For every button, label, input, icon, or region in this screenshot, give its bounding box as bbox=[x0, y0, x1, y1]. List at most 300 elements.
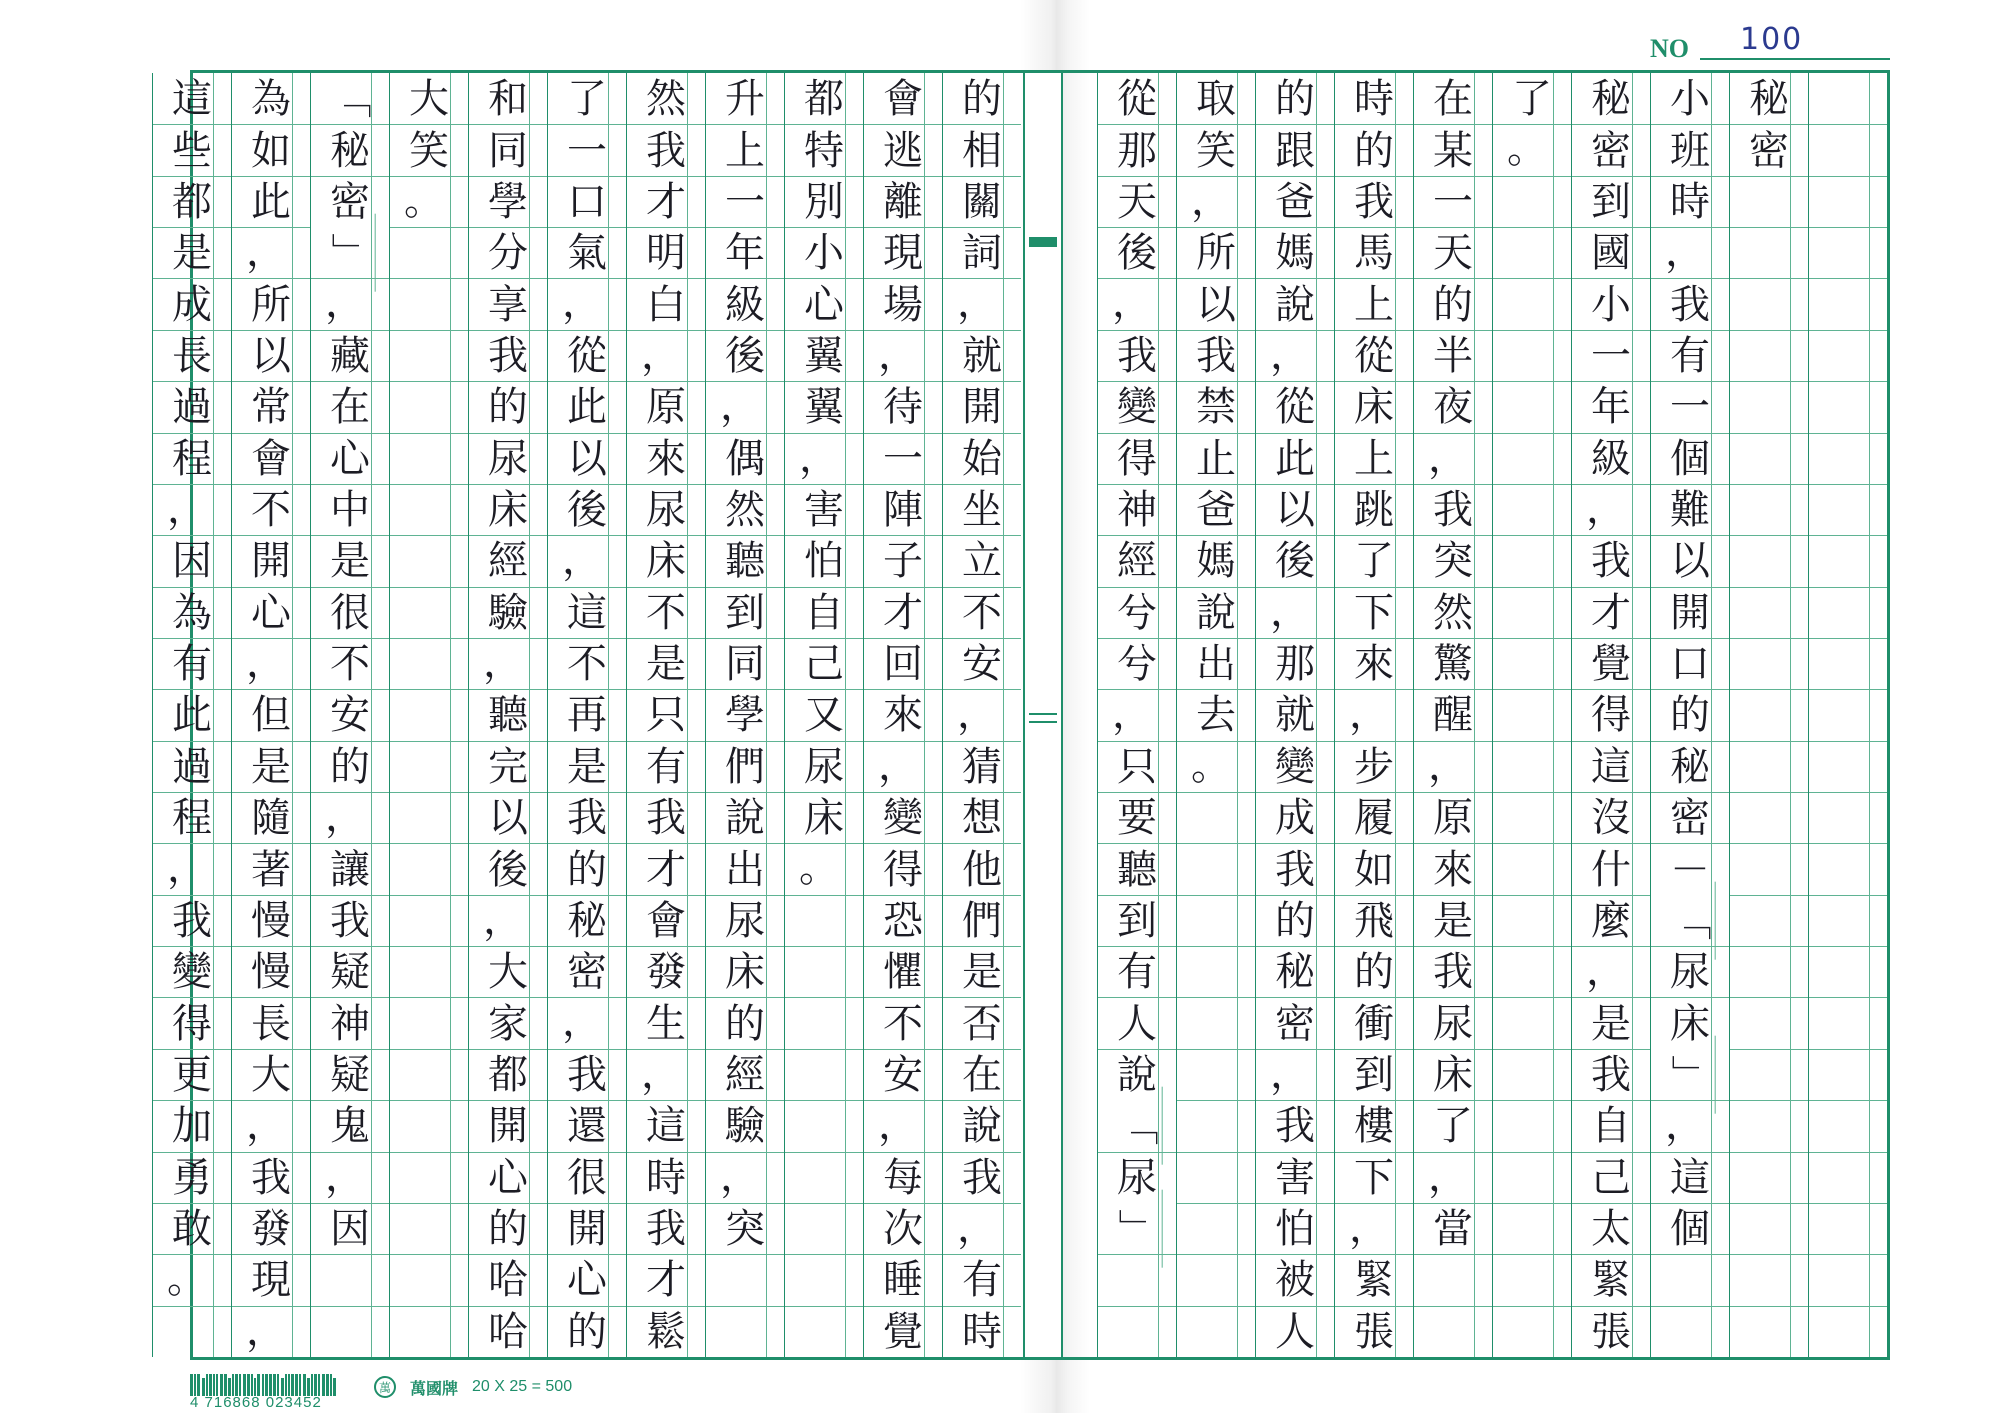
manuscript-cell: 己 bbox=[785, 638, 863, 689]
manuscript-cell: ， bbox=[232, 1306, 310, 1357]
manuscript-cell: 「 bbox=[1664, 881, 1715, 959]
manuscript-cell: 睡 bbox=[864, 1254, 942, 1305]
manuscript-cell: 很 bbox=[311, 587, 389, 638]
manuscript-cell: 人 bbox=[1256, 1306, 1334, 1357]
manuscript-cell: 這 bbox=[627, 1100, 705, 1151]
manuscript-cell: ， bbox=[1177, 176, 1255, 227]
brand-logo-icon: 萬 bbox=[374, 1376, 396, 1398]
manuscript-column bbox=[1334, 73, 1413, 1357]
manuscript-cell: ， bbox=[864, 330, 942, 381]
manuscript-cell: 一 bbox=[864, 433, 942, 484]
manuscript-cell: 個 bbox=[1651, 433, 1729, 484]
manuscript-cell: 是 bbox=[153, 227, 231, 278]
manuscript-cell: 原 bbox=[627, 381, 705, 432]
manuscript-cell: 心 bbox=[785, 278, 863, 329]
ruby-column-divider bbox=[1158, 73, 1176, 1357]
manuscript-cell: 長 bbox=[232, 997, 310, 1048]
manuscript-cell: 密 bbox=[1572, 124, 1650, 175]
barcode-number: 4 716868 023452 bbox=[190, 1394, 322, 1411]
manuscript-cell: 的 bbox=[469, 381, 547, 432]
manuscript-cell: 再 bbox=[548, 689, 626, 740]
ruby-column-divider bbox=[292, 73, 310, 1357]
barcode-bar bbox=[333, 1378, 336, 1396]
manuscript-cell: ， bbox=[864, 1100, 942, 1151]
manuscript-cell: 氣 bbox=[548, 227, 626, 278]
manuscript-cell: ， bbox=[153, 843, 231, 894]
manuscript-cell: 經 bbox=[706, 1049, 784, 1100]
manuscript-cell: 要 bbox=[1098, 792, 1176, 843]
manuscript-cell: 都 bbox=[153, 176, 231, 227]
manuscript-cell: 是 bbox=[627, 638, 705, 689]
manuscript-cell: 什 bbox=[1572, 843, 1650, 894]
manuscript-cell: 神 bbox=[311, 997, 389, 1048]
manuscript-cell: 會 bbox=[232, 433, 310, 484]
manuscript-cell: 我 bbox=[1572, 535, 1650, 586]
manuscript-cell: 一 bbox=[548, 124, 626, 175]
manuscript-cell: 太 bbox=[1572, 1203, 1650, 1254]
manuscript-cell: 到 bbox=[1098, 895, 1176, 946]
manuscript-cell: 一 bbox=[1651, 381, 1729, 432]
manuscript-cell: 翼 bbox=[785, 381, 863, 432]
barcode-bar bbox=[318, 1374, 320, 1396]
manuscript-cell: 驚 bbox=[1414, 638, 1492, 689]
manuscript-cell: 同 bbox=[469, 124, 547, 175]
manuscript-cell: 鬆 bbox=[627, 1306, 705, 1357]
manuscript-cell: 我 bbox=[1414, 484, 1492, 535]
ruby-column-divider bbox=[529, 73, 547, 1357]
manuscript-cell: 怕 bbox=[785, 535, 863, 586]
manuscript-cell: 是 bbox=[1572, 997, 1650, 1048]
manuscript-cell: 我 bbox=[232, 1152, 310, 1203]
manuscript-cell: 讓 bbox=[311, 843, 389, 894]
manuscript-cell: 我 bbox=[548, 1049, 626, 1100]
manuscript-cell: 小 bbox=[1572, 278, 1650, 329]
manuscript-cell: 天 bbox=[1414, 227, 1492, 278]
manuscript-cell: 張 bbox=[1572, 1306, 1650, 1357]
manuscript-cell: 和 bbox=[488, 75, 528, 122]
manuscript-cell: 來 bbox=[627, 433, 705, 484]
paper-spec: 20 X 25 = 500 bbox=[472, 1378, 573, 1395]
manuscript-cell: 笑 bbox=[390, 124, 468, 175]
manuscript-cell: 都 bbox=[804, 75, 844, 122]
manuscript-cell: ， bbox=[311, 1152, 389, 1203]
manuscript-cell: 從 bbox=[1117, 75, 1157, 122]
ruby-column-divider bbox=[1003, 73, 1021, 1357]
manuscript-cell: 半 bbox=[1414, 330, 1492, 381]
barcode-bar bbox=[322, 1374, 325, 1396]
manuscript-cell: 說 bbox=[1098, 1049, 1176, 1100]
manuscript-cell: 然 bbox=[646, 75, 686, 122]
manuscript-cell: ， bbox=[311, 792, 389, 843]
manuscript-cell: ， bbox=[706, 1152, 784, 1203]
manuscript-cell: 的 bbox=[1414, 278, 1492, 329]
manuscript-cell: 的 bbox=[548, 843, 626, 894]
manuscript-cell: 說 bbox=[1256, 278, 1334, 329]
manuscript-cell: ， bbox=[232, 638, 310, 689]
barcode-bar bbox=[209, 1374, 212, 1396]
ruby-column-divider bbox=[1869, 73, 1887, 1357]
manuscript-cell: ， bbox=[1098, 278, 1176, 329]
manuscript-cell: 驗 bbox=[469, 587, 547, 638]
manuscript-cell: 會 bbox=[627, 895, 705, 946]
manuscript-cell: 「 bbox=[327, 78, 374, 119]
manuscript-cell: 完 bbox=[469, 741, 547, 792]
manuscript-cell: 來 bbox=[864, 689, 942, 740]
manuscript-cell: 那 bbox=[1098, 124, 1176, 175]
manuscript-cell: 時 bbox=[1354, 75, 1394, 122]
manuscript-column bbox=[547, 73, 626, 1357]
ruby-column-divider bbox=[371, 73, 389, 1357]
manuscript-column bbox=[942, 73, 1021, 1357]
manuscript-cell: 密 bbox=[1651, 792, 1729, 843]
manuscript-cell: 生 bbox=[627, 997, 705, 1048]
manuscript-cell: 有 bbox=[627, 741, 705, 792]
manuscript-cell: 小 bbox=[1670, 75, 1710, 122]
manuscript-cell: 小 bbox=[785, 227, 863, 278]
manuscript-cell: 如 bbox=[1335, 843, 1413, 894]
manuscript-column bbox=[626, 73, 705, 1357]
barcode-bar bbox=[277, 1374, 279, 1396]
manuscript-cell: ， bbox=[943, 278, 1021, 329]
manuscript-cell: ， bbox=[1572, 946, 1650, 997]
manuscript-cell: 疑 bbox=[311, 1049, 389, 1100]
manuscript-cell: 神 bbox=[1098, 484, 1176, 535]
manuscript-cell: 是 bbox=[943, 946, 1021, 997]
manuscript-cell: ， bbox=[469, 895, 547, 946]
manuscript-cell: 秘 bbox=[548, 895, 626, 946]
manuscript-cell: 待 bbox=[864, 381, 942, 432]
manuscript-cell: ， bbox=[1335, 1203, 1413, 1254]
manuscript-column bbox=[1808, 73, 1887, 1357]
manuscript-cell: 。 bbox=[153, 1254, 231, 1305]
manuscript-cell: 哈 bbox=[469, 1254, 547, 1305]
ruby-column-divider bbox=[213, 73, 231, 1357]
manuscript-cell: 著 bbox=[232, 843, 310, 894]
manuscript-cell: 白 bbox=[627, 278, 705, 329]
manuscript-cell: 了 bbox=[1335, 535, 1413, 586]
manuscript-cell: 時 bbox=[1651, 176, 1729, 227]
manuscript-cell: 在 bbox=[1433, 75, 1473, 122]
barcode-bar bbox=[299, 1374, 301, 1396]
ruby-column-divider bbox=[1553, 73, 1571, 1357]
manuscript-cell: 爸 bbox=[1177, 484, 1255, 535]
manuscript-cell: 張 bbox=[1335, 1306, 1413, 1357]
manuscript-cell: 的 bbox=[706, 997, 784, 1048]
manuscript-cell: 心 bbox=[469, 1152, 547, 1203]
manuscript-column bbox=[1571, 73, 1650, 1357]
manuscript-cell: 只 bbox=[1098, 741, 1176, 792]
manuscript-cell: 不 bbox=[232, 484, 310, 535]
manuscript-cell: 從 bbox=[548, 330, 626, 381]
manuscript-cell: 恐 bbox=[864, 895, 942, 946]
manuscript-cell: 才 bbox=[627, 1254, 705, 1305]
manuscript-cell: 家 bbox=[469, 997, 547, 1048]
manuscript-cell: 當 bbox=[1414, 1203, 1492, 1254]
manuscript-cell: 。 bbox=[1493, 124, 1571, 175]
manuscript-cell: 到 bbox=[1572, 176, 1650, 227]
barcode-bar bbox=[303, 1374, 306, 1396]
manuscript-cell: 才 bbox=[627, 843, 705, 894]
manuscript-cell: 發 bbox=[232, 1203, 310, 1254]
manuscript-cell: 覺 bbox=[1572, 638, 1650, 689]
manuscript-cell: 的 bbox=[1335, 124, 1413, 175]
manuscript-cell: 沒 bbox=[1572, 792, 1650, 843]
barcode-bar bbox=[285, 1374, 287, 1396]
manuscript-cell: 床 bbox=[469, 484, 547, 535]
manuscript-cell: 詞 bbox=[943, 227, 1021, 278]
manuscript-cell: 害 bbox=[785, 484, 863, 535]
manuscript-cell: 兮 bbox=[1098, 638, 1176, 689]
manuscript-cell: 秘 bbox=[1256, 946, 1334, 997]
manuscript-cell: 了 bbox=[1414, 1100, 1492, 1151]
barcode-bar bbox=[194, 1374, 196, 1396]
manuscript-cell: 秘 bbox=[311, 124, 389, 175]
manuscript-cell: 覺 bbox=[864, 1306, 942, 1357]
manuscript-cell: 人 bbox=[1098, 997, 1176, 1048]
manuscript-cell: 口 bbox=[1651, 638, 1729, 689]
ruby-column-divider bbox=[1395, 73, 1413, 1357]
manuscript-column bbox=[1176, 73, 1255, 1357]
gutter-line-a bbox=[1029, 713, 1057, 715]
manuscript-cell: 後 bbox=[1098, 227, 1176, 278]
manuscript-cell: 」 bbox=[324, 214, 375, 292]
manuscript-cell: 勇 bbox=[153, 1152, 231, 1203]
manuscript-cell: 現 bbox=[232, 1254, 310, 1305]
manuscript-cell: 某 bbox=[1414, 124, 1492, 175]
manuscript-cell: ， bbox=[1651, 1100, 1729, 1151]
manuscript-cell: 跳 bbox=[1335, 484, 1413, 535]
page-number-underline bbox=[1700, 58, 1890, 60]
manuscript-cell: 班 bbox=[1651, 124, 1729, 175]
manuscript-cell: 還 bbox=[548, 1100, 626, 1151]
manuscript-cell: 的 bbox=[469, 1203, 547, 1254]
manuscript-cell: 自 bbox=[785, 587, 863, 638]
manuscript-cell: 不 bbox=[311, 638, 389, 689]
manuscript-cell: 為 bbox=[251, 75, 291, 122]
manuscript-column bbox=[863, 73, 942, 1357]
barcode-bar bbox=[197, 1374, 200, 1396]
manuscript-cell: 相 bbox=[943, 124, 1021, 175]
manuscript-cell: 級 bbox=[706, 278, 784, 329]
manuscript-cell: 秘 bbox=[1749, 75, 1789, 122]
manuscript-cell: 因 bbox=[153, 535, 231, 586]
manuscript-cell: 止 bbox=[1177, 433, 1255, 484]
manuscript-cell: 秘 bbox=[1591, 75, 1631, 122]
ruby-column-divider bbox=[845, 73, 863, 1357]
manuscript-cell: 後 bbox=[706, 330, 784, 381]
manuscript-cell: 「 bbox=[1111, 1087, 1162, 1165]
manuscript-cell: 馬 bbox=[1335, 227, 1413, 278]
manuscript-cell: 夜 bbox=[1414, 381, 1492, 432]
manuscript-cell: 醒 bbox=[1414, 689, 1492, 740]
manuscript-cell: 天 bbox=[1098, 176, 1176, 227]
manuscript-cell: ， bbox=[864, 741, 942, 792]
manuscript-cell: 有 bbox=[1098, 946, 1176, 997]
manuscript-cell: 發 bbox=[627, 946, 705, 997]
page-number-label: NO bbox=[1650, 34, 1689, 63]
manuscript-cell: 開 bbox=[232, 535, 310, 586]
manuscript-cell: 密 bbox=[1730, 124, 1808, 175]
manuscript-cell: 然 bbox=[706, 484, 784, 535]
manuscript-cell: 秘 bbox=[1651, 741, 1729, 792]
manuscript-cell: 慢 bbox=[232, 895, 310, 946]
manuscript-cell: ， bbox=[706, 381, 784, 432]
manuscript-cell: 哈 bbox=[469, 1306, 547, 1357]
manuscript-cell: 我 bbox=[1256, 1100, 1334, 1151]
manuscript-cell: ， bbox=[1256, 330, 1334, 381]
manuscript-column bbox=[389, 73, 468, 1357]
manuscript-cell: 驗 bbox=[706, 1100, 784, 1151]
manuscript-cell: 我 bbox=[548, 792, 626, 843]
manuscript-cell: 才 bbox=[1572, 587, 1650, 638]
manuscript-cell: ， bbox=[1414, 741, 1492, 792]
manuscript-cell: 麼 bbox=[1572, 895, 1650, 946]
manuscript-cell: － bbox=[1651, 843, 1729, 894]
manuscript-cell: 緊 bbox=[1335, 1254, 1413, 1305]
manuscript-cell: 加 bbox=[153, 1100, 231, 1151]
manuscript-cell: 害 bbox=[1256, 1152, 1334, 1203]
manuscript-cell: 學 bbox=[469, 176, 547, 227]
manuscript-column bbox=[1255, 73, 1334, 1357]
manuscript-cell: 履 bbox=[1335, 792, 1413, 843]
manuscript-cell: ， bbox=[785, 433, 863, 484]
manuscript-cell: 爸 bbox=[1256, 176, 1334, 227]
gutter-line-b bbox=[1029, 721, 1057, 723]
manuscript-cell: 坐 bbox=[943, 484, 1021, 535]
manuscript-cell: 個 bbox=[1651, 1203, 1729, 1254]
manuscript-cell: 心 bbox=[548, 1254, 626, 1305]
manuscript-cell: ， bbox=[1256, 587, 1334, 638]
manuscript-cell: 為 bbox=[153, 587, 231, 638]
manuscript-cell: 現 bbox=[864, 227, 942, 278]
manuscript-cell: 得 bbox=[1098, 433, 1176, 484]
manuscript-cell: 出 bbox=[706, 843, 784, 894]
manuscript-cell: 疑 bbox=[311, 946, 389, 997]
manuscript-cell: 來 bbox=[1335, 638, 1413, 689]
manuscript-cell: 是 bbox=[232, 741, 310, 792]
manuscript-cell: ， bbox=[1414, 433, 1492, 484]
manuscript-cell: 不 bbox=[943, 587, 1021, 638]
manuscript-cell: 他 bbox=[943, 843, 1021, 894]
manuscript-cell: 程 bbox=[153, 433, 231, 484]
manuscript-cell: 成 bbox=[153, 278, 231, 329]
manuscript-cell: 時 bbox=[943, 1306, 1021, 1357]
manuscript-cell: 猜 bbox=[943, 741, 1021, 792]
manuscript-cell: 床 bbox=[706, 946, 784, 997]
manuscript-cell: 己 bbox=[1572, 1152, 1650, 1203]
barcode-bar bbox=[216, 1374, 218, 1396]
manuscript-cell: ， bbox=[1572, 484, 1650, 535]
manuscript-cell: 們 bbox=[943, 895, 1021, 946]
ruby-column-divider bbox=[450, 73, 468, 1357]
manuscript-cell: 我 bbox=[627, 792, 705, 843]
manuscript-cell: 。 bbox=[390, 176, 468, 227]
manuscript-cell: 得 bbox=[153, 997, 231, 1048]
manuscript-cell: 原 bbox=[1414, 792, 1492, 843]
manuscript-cell: 此 bbox=[153, 689, 231, 740]
manuscript-column bbox=[468, 73, 547, 1357]
manuscript-cell: 享 bbox=[469, 278, 547, 329]
manuscript-cell: 密 bbox=[548, 946, 626, 997]
manuscript-cell: 那 bbox=[1256, 638, 1334, 689]
manuscript-cell: 說 bbox=[706, 792, 784, 843]
barcode-bar bbox=[262, 1374, 264, 1396]
manuscript-cell: 尿 bbox=[627, 484, 705, 535]
manuscript-cell: 我 bbox=[469, 330, 547, 381]
manuscript-cell: 想 bbox=[943, 792, 1021, 843]
manuscript-cell: 很 bbox=[548, 1152, 626, 1203]
manuscript-cell: 都 bbox=[469, 1049, 547, 1100]
manuscript-cell: 的 bbox=[1275, 75, 1315, 122]
manuscript-cell: 我 bbox=[627, 124, 705, 175]
manuscript-cell: 偶 bbox=[706, 433, 784, 484]
manuscript-cell: 子 bbox=[864, 535, 942, 586]
manuscript-column bbox=[784, 73, 863, 1357]
manuscript-cell: 程 bbox=[153, 792, 231, 843]
barcode-bar bbox=[243, 1374, 246, 1396]
manuscript-cell: 時 bbox=[627, 1152, 705, 1203]
manuscript-cell: 床 bbox=[785, 792, 863, 843]
page-number-value: 100 bbox=[1740, 22, 1804, 57]
manuscript-cell: 中 bbox=[311, 484, 389, 535]
manuscript-cell: 此 bbox=[1256, 433, 1334, 484]
manuscript-cell: 我 bbox=[1572, 1049, 1650, 1100]
manuscript-cell: 的 bbox=[311, 741, 389, 792]
manuscript-cell: 笑 bbox=[1177, 124, 1255, 175]
manuscript-cell: ， bbox=[548, 997, 626, 1048]
manuscript-cell: 才 bbox=[627, 176, 705, 227]
manuscript-cell: 就 bbox=[943, 330, 1021, 381]
manuscript-cell: 尿 bbox=[1651, 946, 1729, 997]
manuscript-cell: 上 bbox=[706, 124, 784, 175]
manuscript-cell: 尿 bbox=[469, 433, 547, 484]
manuscript-cell: 回 bbox=[864, 638, 942, 689]
barcode-bar bbox=[257, 1374, 260, 1396]
manuscript-cell: ， bbox=[232, 1100, 310, 1151]
manuscript-cell: 大 bbox=[469, 946, 547, 997]
manuscript-cell: 但 bbox=[232, 689, 310, 740]
barcode-bars bbox=[190, 1372, 360, 1396]
manuscript-cell: 說 bbox=[943, 1100, 1021, 1151]
manuscript-cell: 們 bbox=[706, 741, 784, 792]
manuscript-cell: 上 bbox=[1335, 278, 1413, 329]
manuscript-column bbox=[1729, 73, 1808, 1357]
manuscript-cell: 此 bbox=[548, 381, 626, 432]
manuscript-grid bbox=[167, 70, 1890, 1360]
manuscript-cell: 後 bbox=[548, 484, 626, 535]
manuscript-cell: 以 bbox=[469, 792, 547, 843]
manuscript-cell: 開 bbox=[548, 1203, 626, 1254]
barcode-bar bbox=[326, 1374, 329, 1396]
manuscript-cell: 始 bbox=[943, 433, 1021, 484]
manuscript-cell: 下 bbox=[1335, 1152, 1413, 1203]
manuscript-cell: 關 bbox=[943, 176, 1021, 227]
manuscript-cell: 有 bbox=[943, 1254, 1021, 1305]
manuscript-cell: 變 bbox=[864, 792, 942, 843]
manuscript-cell: 敢 bbox=[153, 1203, 231, 1254]
barcode-bar bbox=[206, 1374, 208, 1396]
manuscript-cell: ， bbox=[627, 330, 705, 381]
manuscript-cell: 是 bbox=[548, 741, 626, 792]
manuscript-cell: 安 bbox=[943, 638, 1021, 689]
manuscript-cell: 在 bbox=[943, 1049, 1021, 1100]
manuscript-cell: 長 bbox=[153, 330, 231, 381]
manuscript-cell: 會 bbox=[883, 75, 923, 122]
manuscript-cell: 難 bbox=[1651, 484, 1729, 535]
manuscript-column bbox=[1097, 73, 1176, 1357]
ruby-column-divider bbox=[1237, 73, 1255, 1357]
barcode-bar bbox=[269, 1374, 272, 1396]
